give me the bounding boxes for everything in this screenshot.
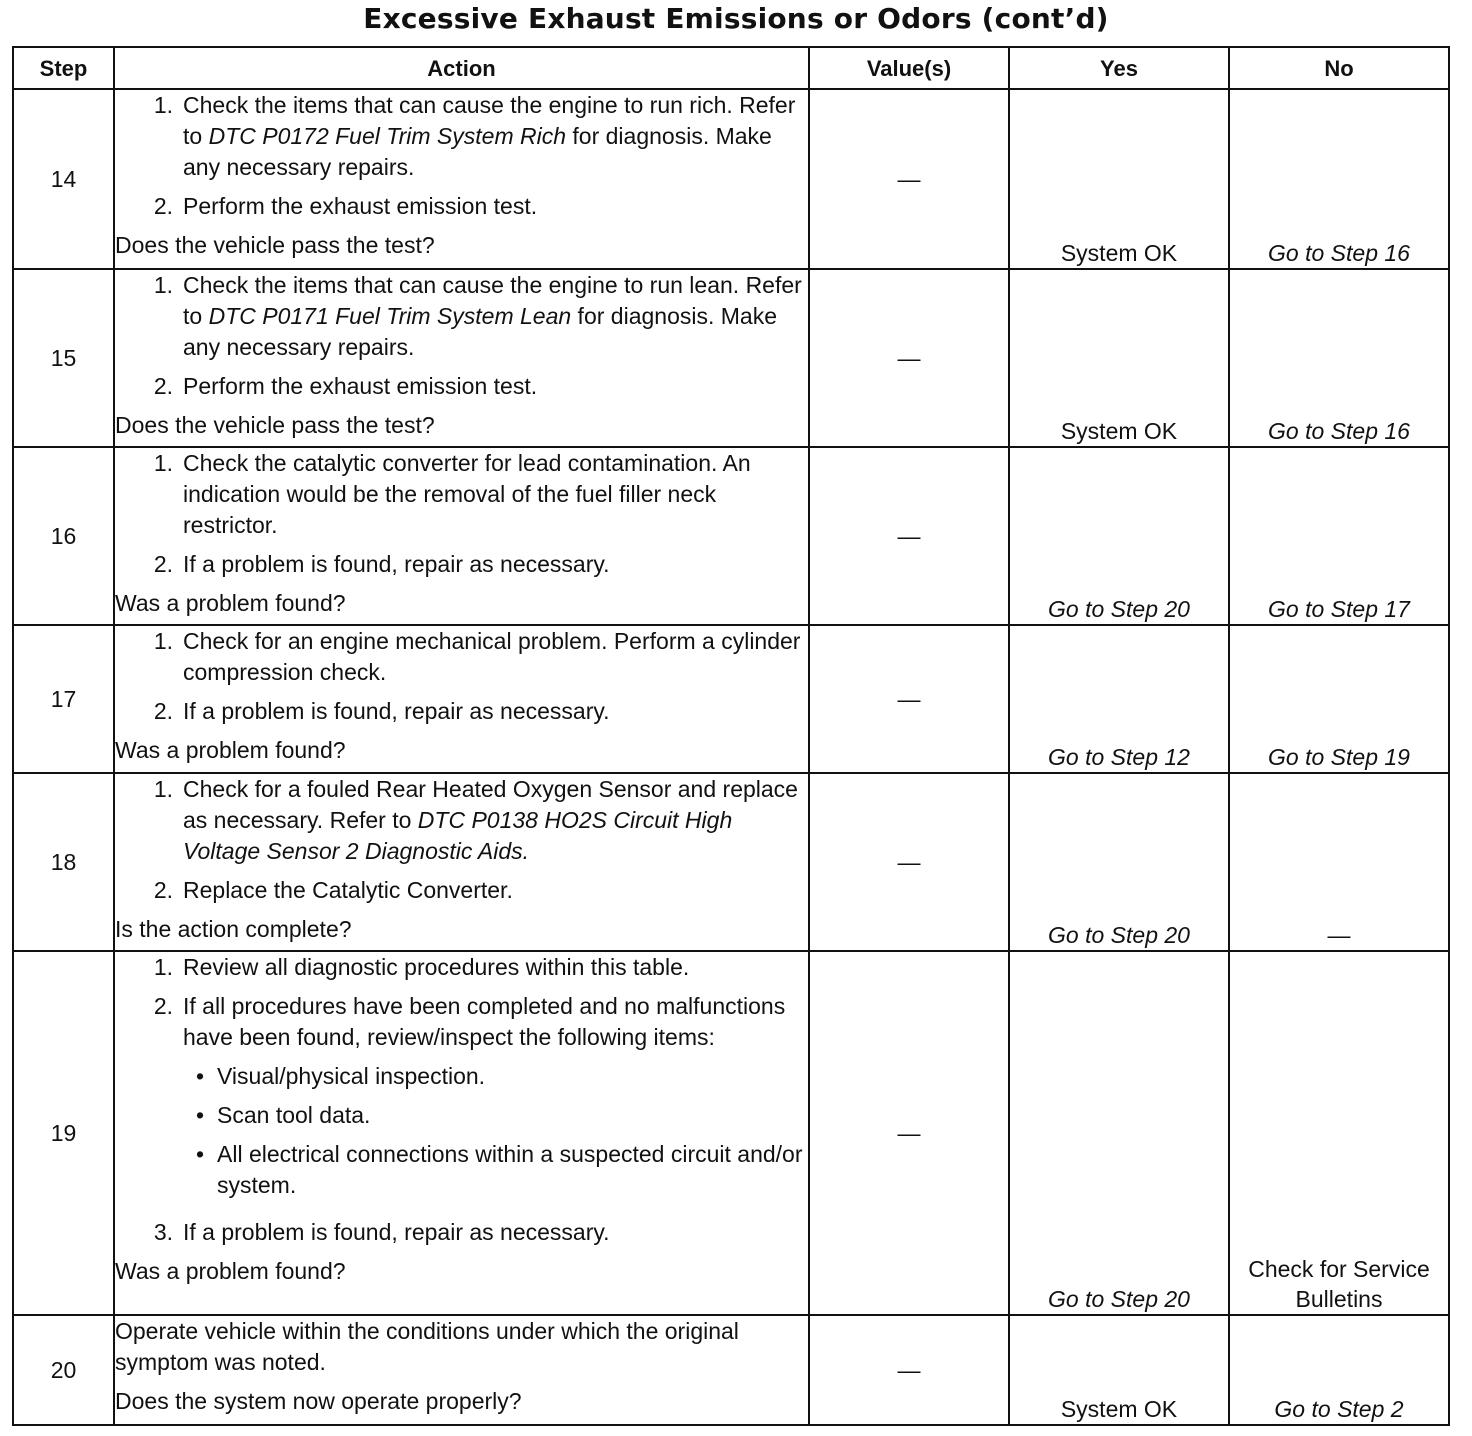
table-row — [13, 89, 1449, 269]
action-item: 2. If a problem is found, repair as necessary. — [153, 551, 610, 577]
yes-result: Go to Step 20 — [1009, 951, 1229, 1315]
no-result: Check for Service Bulletins — [1229, 951, 1449, 1315]
step-number: 15 — [13, 269, 114, 447]
value-cell: — — [809, 269, 1009, 447]
action-item: 2. Perform the exhaust emission test. — [153, 373, 538, 399]
action-item: 1. Review all diagnostic procedures within this table. — [153, 954, 690, 980]
bullet-item: • Visual/physical inspection. — [183, 1061, 808, 1092]
page-title: Excessive Exhaust Emissions or Odors (cont’d) — [363, 2, 1109, 35]
action-item: 2. Perform the exhaust emission test. — [153, 193, 538, 219]
action-item: 2. Replace the Catalytic Converter. — [153, 877, 513, 903]
diagnostic-table — [12, 46, 1450, 1426]
step-number: 19 — [13, 951, 114, 1315]
value-cell: — — [809, 1315, 1009, 1425]
yes-result: System OK — [1009, 89, 1229, 269]
table-row — [13, 447, 1449, 625]
bullet-icon: • — [195, 1102, 205, 1128]
header-no: No — [1229, 47, 1449, 89]
action-item: 1. Check for an engine mechanical problem. Perform a cylinder compression check. — [153, 628, 801, 685]
step-number: 16 — [13, 447, 114, 625]
dtc-reference: DTC P0172 Fuel Trim System Rich — [208, 123, 567, 149]
header-yes: Yes — [1009, 47, 1229, 89]
action-item: 1. Check the catalytic converter for lead contamination. An indication would be the removal of the fuel filler neck restrictor. — [153, 450, 751, 538]
action-item: 1. Check for a fouled Rear Heated Oxygen Sensor and replace as necessary. Refer to DTC P0138 HO2S Circuit High Voltage Sensor 2 Diagnostic Aids. — [153, 776, 798, 864]
bullet-item: • All electrical connections within a suspected circuit and/or system. — [183, 1139, 808, 1201]
step-number: 17 — [13, 625, 114, 773]
value-cell: — — [809, 447, 1009, 625]
table-header-row — [13, 47, 1449, 89]
bullet-icon: • — [195, 1141, 205, 1167]
action-cell — [114, 1315, 809, 1425]
table-row — [13, 1315, 1449, 1425]
action-question: Was a problem found? — [115, 1258, 346, 1284]
dtc-reference: DTC P0171 Fuel Trim System Lean — [208, 303, 572, 329]
action-cell — [114, 951, 809, 1315]
no-result: Go to Step 19 — [1229, 625, 1449, 773]
action-cell — [114, 773, 809, 951]
action-cell — [114, 447, 809, 625]
step-number: 18 — [13, 773, 114, 951]
action-item: 2. If all procedures have been completed and no malfunctions have been found, review/inspect the following items: • Visual/physical inspection. • Scan tool data. • All electrical connections within a suspected circuit and/or system. — [115, 991, 808, 1209]
bullet-item: • Scan tool data. — [183, 1100, 808, 1131]
action-text: Operate vehicle within the conditions under which the original symptom was noted. — [115, 1318, 739, 1375]
no-result: Go to Step 16 — [1229, 89, 1449, 269]
header-action: Action — [114, 47, 809, 89]
value-cell: — — [809, 625, 1009, 773]
action-item: 1. Check the items that can cause the engine to run rich. Refer to DTC P0172 Fuel Trim System Rich for diagnosis. Make any necessary repairs. — [153, 92, 796, 180]
no-result: Go to Step 16 — [1229, 269, 1449, 447]
value-cell: — — [809, 951, 1009, 1315]
table-row — [13, 773, 1449, 951]
table-row — [13, 269, 1449, 447]
action-item: 2. If a problem is found, repair as necessary. — [153, 698, 610, 724]
yes-result: Go to Step 20 — [1009, 773, 1229, 951]
table-row — [13, 951, 1449, 1315]
action-cell — [114, 625, 809, 773]
yes-result: Go to Step 20 — [1009, 447, 1229, 625]
no-result: Go to Step 2 — [1229, 1315, 1449, 1425]
no-result: Go to Step 17 — [1229, 447, 1449, 625]
yes-result: System OK — [1009, 1315, 1229, 1425]
yes-result: System OK — [1009, 269, 1229, 447]
action-question: Does the vehicle pass the test? — [115, 412, 435, 438]
yes-result: Go to Step 12 — [1009, 625, 1229, 773]
action-question: Was a problem found? — [115, 590, 346, 616]
dtc-reference: DTC P0138 HO2S Circuit High Voltage Sensor 2 Diagnostic Aids. — [183, 807, 733, 864]
action-cell — [114, 269, 809, 447]
no-result: — — [1229, 773, 1449, 951]
header-values: Value(s) — [809, 47, 1009, 89]
action-item: 1. Check the items that can cause the engine to run lean. Refer to DTC P0171 Fuel Trim System Lean for diagnosis. Make any necessary repairs. — [153, 272, 802, 360]
step-number: 20 — [13, 1315, 114, 1425]
bullet-icon: • — [195, 1063, 205, 1089]
step-number: 14 — [13, 89, 114, 269]
action-question: Does the system now operate properly? — [115, 1388, 522, 1414]
action-question: Does the vehicle pass the test? — [115, 232, 435, 258]
table-row — [13, 625, 1449, 773]
header-step: Step — [13, 47, 114, 89]
action-question: Is the action complete? — [115, 916, 352, 942]
value-cell: — — [809, 89, 1009, 269]
action-cell — [114, 89, 809, 269]
value-cell: — — [809, 773, 1009, 951]
action-question: Was a problem found? — [115, 737, 346, 763]
action-item: 3. If a problem is found, repair as necessary. — [153, 1219, 610, 1245]
